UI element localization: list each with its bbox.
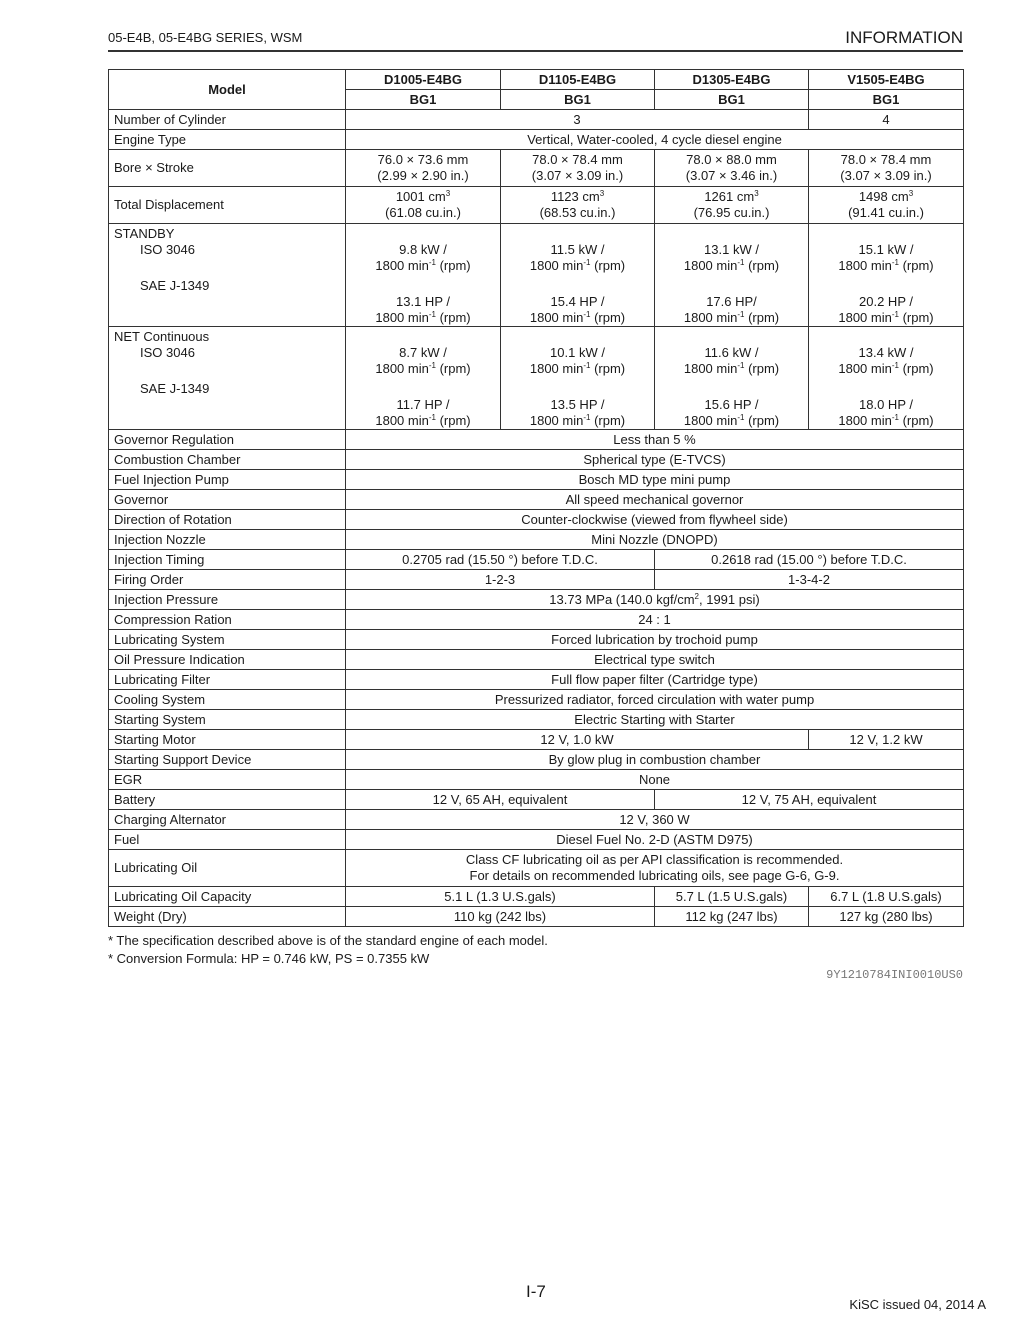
- cell-value: 8.7 kW / 1800 $\min^{-1} (rpm)$ 11.7 HP / 1800 $\min^{-1} (rpm)$: [346, 327, 501, 430]
- table-row: [109, 187, 964, 224]
- header-divider: [108, 50, 963, 52]
- row-label: Lubricating Oil Capacity: [109, 887, 346, 907]
- cell-value: 110 kg (242 lbs): [346, 907, 655, 927]
- cell-value: Counter-clockwise (viewed from flywheel side): [346, 510, 964, 530]
- table-row: [109, 130, 964, 150]
- cell-value: 0.2705 rad (15.50 °) before T.D.C.: [346, 550, 655, 570]
- table-row: [109, 510, 964, 530]
- cell-value: By glow plug in combustion chamber: [346, 750, 964, 770]
- table-row: [109, 590, 964, 610]
- cell-value: 5.1 L (1.3 U.S.gals): [346, 887, 655, 907]
- cell-value: None: [346, 770, 964, 790]
- page-number: I-7: [526, 1282, 546, 1301]
- table-row: [109, 450, 964, 470]
- row-label: Bore × Stroke: [109, 150, 346, 187]
- model-v1505: V1505-E4BG: [809, 70, 964, 90]
- row-label: Injection Timing: [109, 550, 346, 570]
- cell-value: 0.2618 rad (15.00 °) before T.D.C.: [655, 550, 964, 570]
- table-row: [109, 430, 964, 450]
- row-label: STANDBY ISO 3046 SAE J-1349: [109, 224, 346, 327]
- table-row: [109, 750, 964, 770]
- row-label: Injection Nozzle: [109, 530, 346, 550]
- cell-value: 4: [809, 110, 964, 130]
- table-row: [109, 550, 964, 570]
- table-row: [109, 150, 964, 187]
- row-label: EGR: [109, 770, 346, 790]
- cell-value: 112 kg (247 lbs): [655, 907, 809, 927]
- row-label: Direction of Rotation: [109, 510, 346, 530]
- footnote-conversion-formula: * Conversion Formula: HP = 0.746 kW, PS = 0.7355 kW: [108, 951, 430, 966]
- cell-value: 11.5 kW / 1800 $\min^{-1} (rpm)$ 15.4 HP / 1800 $\min^{-1} (rpm)$: [501, 224, 655, 327]
- section-title: INFORMATION: [845, 28, 963, 47]
- row-label: Weight (Dry): [109, 907, 346, 927]
- cell-value: 12 V, 75 AH, equivalent: [655, 790, 964, 810]
- cell-value: Electrical type switch: [346, 650, 964, 670]
- row-label: Compression Ration: [109, 610, 346, 630]
- table-row-standby: [109, 224, 964, 327]
- issue-info: KiSC issued 04, 2014 A: [849, 1297, 986, 1312]
- cell-value: 78.0 × 78.4 mm (3.07 × 3.09 in.): [809, 150, 964, 187]
- variant-d1305: BG1: [655, 90, 809, 110]
- row-label: Lubricating Oil: [109, 850, 346, 887]
- cell-value: 1001 $cm^3$ (61.08 cu.in.): [346, 187, 501, 224]
- cell-value: 24 : 1: [346, 610, 964, 630]
- row-label: Oil Pressure Indication: [109, 650, 346, 670]
- cell-value: Class CF lubricating oil as per API classification is recommended. For details on recommended lubricating oils, see page G-6, G-9.: [346, 850, 964, 887]
- row-label: Total Displacement: [109, 187, 346, 224]
- cell-value: Mini Nozzle (DNOPD): [346, 530, 964, 550]
- cell-value: 12 V, 360 W: [346, 810, 964, 830]
- table-row: [109, 770, 964, 790]
- variant-d1005: BG1: [346, 90, 501, 110]
- cell-value: Less than 5 %: [346, 430, 964, 450]
- variant-d1105: BG1: [501, 90, 655, 110]
- row-label: Firing Order: [109, 570, 346, 590]
- table-row: [109, 790, 964, 810]
- cell-value: Bosch MD type mini pump: [346, 470, 964, 490]
- table-row: [109, 650, 964, 670]
- row-label: Governor Regulation: [109, 430, 346, 450]
- cell-value: 9.8 kW / 1800 $\min^{-1} (rpm)$ 13.1 HP / 1800 $\min^{-1} (rpm)$: [346, 224, 501, 327]
- cell-value: 13.1 kW / 1800 $\min^{-1} (rpm)$ 17.6 HP/ 1800 $\min^{-1} (rpm)$: [655, 224, 809, 327]
- table-row: [109, 850, 964, 887]
- cell-value: Diesel Fuel No. 2-D (ASTM D975): [346, 830, 964, 850]
- model-d1005: D1005-E4BG: [346, 70, 501, 90]
- model-header: Model: [109, 70, 346, 110]
- row-label: Charging Alternator: [109, 810, 346, 830]
- row-label: Starting Motor: [109, 730, 346, 750]
- cell-value: 1-2-3: [346, 570, 655, 590]
- cell-value: 76.0 × 73.6 mm (2.99 × 2.90 in.): [346, 150, 501, 187]
- table-row: [109, 630, 964, 650]
- cell-value: 12 V, 1.0 kW: [346, 730, 809, 750]
- cell-value: 78.0 × 78.4 mm (3.07 × 3.09 in.): [501, 150, 655, 187]
- row-label: Governor: [109, 490, 346, 510]
- model-d1305: D1305-E4BG: [655, 70, 809, 90]
- variant-v1505: BG1: [809, 90, 964, 110]
- cell-value: All speed mechanical governor: [346, 490, 964, 510]
- row-label: Cooling System: [109, 690, 346, 710]
- row-label: Battery: [109, 790, 346, 810]
- table-row: [109, 570, 964, 590]
- table-row: [109, 730, 964, 750]
- table-row-net-continuous: [109, 327, 964, 430]
- cell-value: 11.6 kW / 1800 $\min^{-1} (rpm)$ 15.6 HP / 1800 $\min^{-1} (rpm)$: [655, 327, 809, 430]
- cell-value: Vertical, Water-cooled, 4 cycle diesel engine: [346, 130, 964, 150]
- row-label: Starting System: [109, 710, 346, 730]
- table-row: [109, 110, 964, 130]
- cell-value: Full flow paper filter (Cartridge type): [346, 670, 964, 690]
- cell-value: Spherical type (E-TVCS): [346, 450, 964, 470]
- cell-value: Electric Starting with Starter: [346, 710, 964, 730]
- engine-spec-table: [108, 69, 964, 927]
- row-label: Fuel Injection Pump: [109, 470, 346, 490]
- table-row: [109, 887, 964, 907]
- document-id: 9Y1210784INI0010US0: [826, 968, 963, 982]
- cell-value: 3: [346, 110, 809, 130]
- table-row: [109, 670, 964, 690]
- row-label: NET Continuous ISO 3046 SAE J-1349: [109, 327, 346, 430]
- row-label: Starting Support Device: [109, 750, 346, 770]
- cell-value: 10.1 kW / 1800 $\min^{-1} (rpm)$ 13.5 HP / 1800 $\min^{-1} (rpm)$: [501, 327, 655, 430]
- cell-value: Pressurized radiator, forced circulation with water pump: [346, 690, 964, 710]
- cell-value: 13.4 kW / 1800 $\min^{-1} (rpm)$ 18.0 HP / 1800 $\min^{-1} (rpm)$: [809, 327, 964, 430]
- table-row: [109, 610, 964, 630]
- row-label: Lubricating Filter: [109, 670, 346, 690]
- row-label: Lubricating System: [109, 630, 346, 650]
- cell-value: 1123 $cm^3$ (68.53 cu.in.): [501, 187, 655, 224]
- table-row: [109, 470, 964, 490]
- cell-value: 6.7 L (1.8 U.S.gals): [809, 887, 964, 907]
- cell-value: 127 kg (280 lbs): [809, 907, 964, 927]
- cell-value: 12 V, 1.2 kW: [809, 730, 964, 750]
- cell-value: 12 V, 65 AH, equivalent: [346, 790, 655, 810]
- manual-series-title: 05-E4B, 05-E4BG SERIES, WSM: [108, 30, 303, 45]
- table-row: [109, 810, 964, 830]
- cell-value: 1-3-4-2: [655, 570, 964, 590]
- table-header-row-models: [109, 70, 964, 90]
- cell-value: 5.7 L (1.5 U.S.gals): [655, 887, 809, 907]
- table-row: [109, 530, 964, 550]
- table-row: [109, 907, 964, 927]
- table-row: [109, 690, 964, 710]
- footnote-standard-engine: * The specification described above is of the standard engine of each model.: [108, 933, 548, 948]
- cell-value: 78.0 × 88.0 mm (3.07 × 3.46 in.): [655, 150, 809, 187]
- row-label: Combustion Chamber: [109, 450, 346, 470]
- table-row: [109, 830, 964, 850]
- row-label: Engine Type: [109, 130, 346, 150]
- cell-value: 1261 $cm^3$ (76.95 cu.in.): [655, 187, 809, 224]
- cell-value: 15.1 kW / 1800 $\min^{-1} (rpm)$ 20.2 HP / 1800 $\min^{-1} (rpm)$: [809, 224, 964, 327]
- cell-value: Forced lubrication by trochoid pump: [346, 630, 964, 650]
- table-row: [109, 710, 964, 730]
- model-d1105: D1105-E4BG: [501, 70, 655, 90]
- table-row: [109, 490, 964, 510]
- cell-value: 1498 $cm^3$ (91.41 cu.in.): [809, 187, 964, 224]
- row-label: Number of Cylinder: [109, 110, 346, 130]
- row-label: Fuel: [109, 830, 346, 850]
- cell-value: 13.73 MPa (140.0 kgf/$cm^2$, 1991 psi): [346, 590, 964, 610]
- row-label: Injection Pressure: [109, 590, 346, 610]
